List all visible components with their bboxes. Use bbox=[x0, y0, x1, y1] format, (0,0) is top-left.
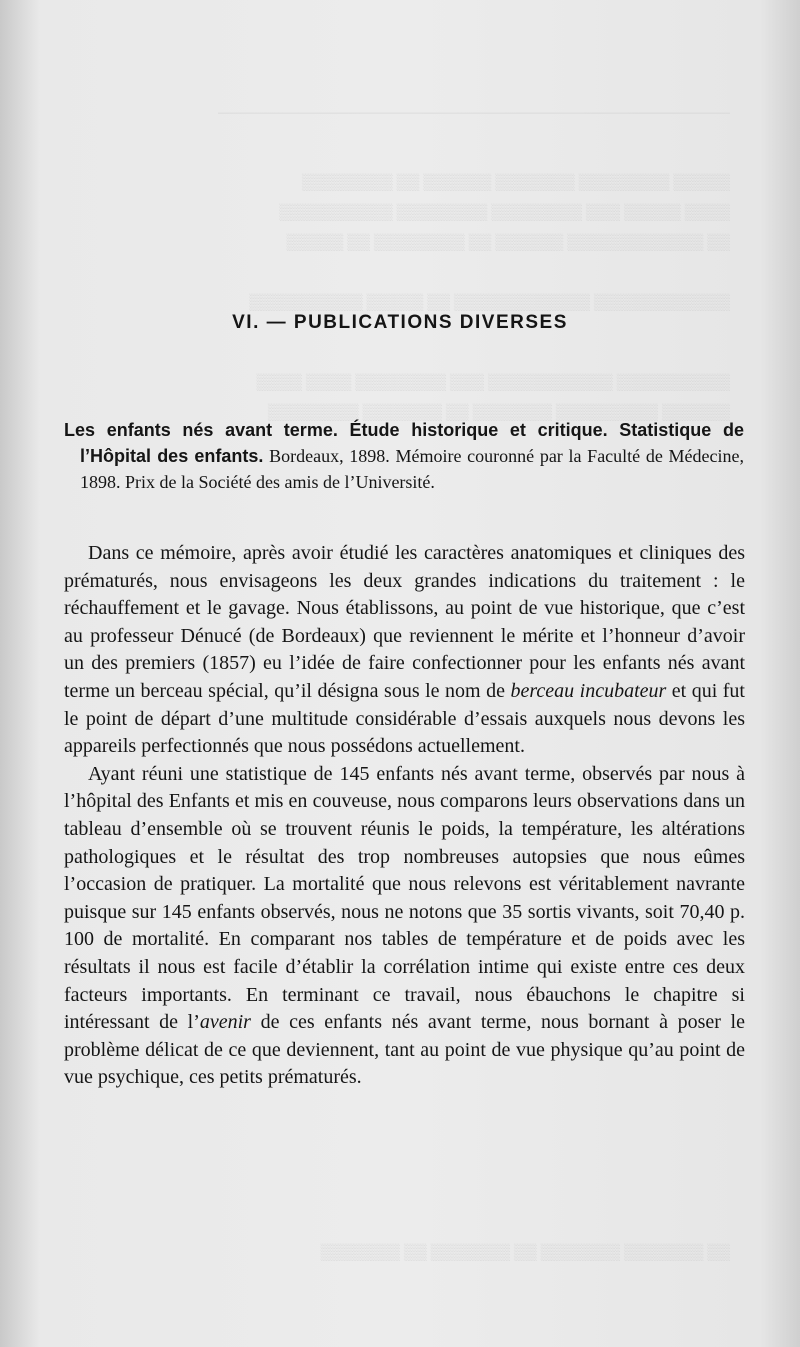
paragraph-1 bbox=[64, 540, 745, 761]
paragraph-1-emphasis: berceau incubateur bbox=[510, 679, 667, 702]
summary-text bbox=[64, 540, 745, 1092]
paragraph-1-part-2: et qui fut le point de départ d’une multitude considérable d’essais auxquels nous devons les appareils perfectionnés que nous possédons actuellement. bbox=[64, 679, 745, 758]
paragraph-2-part-2: de ces enfants nés avant terme, nous bornant à poser le problème délicat de ce que deviennent, tant au point de vue physique qu’au point de vue psychique, ces petits prématurés. bbox=[64, 1011, 745, 1089]
entry-details: Bordeaux, 1898. Mémoire couronné par la Faculté de Médecine, 1898. Prix de la Société des amis de l’Université. bbox=[80, 446, 744, 492]
bibliography-entry bbox=[64, 417, 744, 495]
paragraph-2 bbox=[64, 761, 745, 1092]
paragraph-1-part-1: Dans ce mémoire, après avoir étudié les caractères anatomiques et cliniques des prématurés, nous envisageons les deux grandes indications du traitement : le réchauffement et le gavage. Nous établissons, au point de vue historique, que c’est au professeur Dénucé (de Bordeaux) que reviennent le mérite et l’honneur d’avoir un des premiers (1857) eu l’idée de faire confectionner pour les enfants nés avant terme un berceau spécial, qu’il désigna sous le nom de bbox=[64, 542, 745, 702]
paragraph-2-emphasis: avenir bbox=[199, 1011, 251, 1034]
bleed-through-texture: ———————————————————————————————— ▒▒▒▒▒ ▒▒▒▒▒▒▒▒ ▒▒▒▒▒▒▒ ▒▒▒▒▒▒ ▒▒ ▒▒▒▒▒▒▒▒ ▒▒▒▒ ▒▒▒▒▒ ▒▒▒ ▒▒▒▒▒▒▒▒ ▒▒▒▒▒▒▒▒ ▒▒▒▒▒▒▒▒▒▒ ▒▒ ▒▒▒▒▒▒▒▒▒▒▒▒ ▒▒▒▒▒▒ ▒▒ ▒▒▒▒▒▒▒▒ ▒▒ ▒▒▒▒▒ ▒▒▒▒▒▒▒▒▒▒▒▒ ▒▒▒▒▒▒▒▒▒▒▒▒ ▒▒ ▒▒▒▒▒ ▒▒▒▒▒▒▒▒▒▒ ▒▒▒▒▒▒▒▒▒▒ ▒▒▒▒▒▒▒▒▒▒▒ ▒▒▒ ▒▒▒▒▒▒▒▒ ▒▒▒▒ ▒▒▒▒ ▒▒▒▒▒▒ ▒▒▒▒▒▒▒▒▒ ▒▒▒▒▒▒▒ ▒▒ ▒▒▒▒▒▒▒ ▒▒▒▒▒▒▒▒ ▒▒ ▒▒▒▒▒▒▒ ▒▒▒▒▒▒▒ ▒▒ ▒▒▒▒▒▒▒ ▒▒ ▒▒▒▒▒▒▒ bbox=[218, 104, 730, 1261]
entry-title: Les enfants nés avant terme. Étude historique et critique. Statistique de l’Hôpital des enfants. bbox=[64, 420, 744, 466]
paragraph-2-part-1: Ayant réuni une statistique de 145 enfants nés avant terme, observés par nous à l’hôpital des Enfants et mis en couveuse, nous comparons leurs observations dans un tableau d’ensemble où se trouvent réunis le poids, la température, les altérations pathologiques et le résultat des trop nombreuses autopsies que nous eûmes l’occasion de pratiquer. La mortalité que nous relevons est véritablement navrante puisque sur 145 enfants observés, nous ne notons que 35 sortis vivants, soit 70,40 p. 100 de mortalité. En comparant nos tables de température et de poids avec les résultats il nous est facile d’établir la corrélation intime qui existe entre ces deux facteurs importants. En terminant ce travail, nous ébauchons le chapitre si intéressant de l’ bbox=[64, 762, 745, 1034]
entry-citation bbox=[64, 417, 744, 495]
section-title: VI. — PUBLICATIONS DIVERSES bbox=[232, 312, 568, 333]
